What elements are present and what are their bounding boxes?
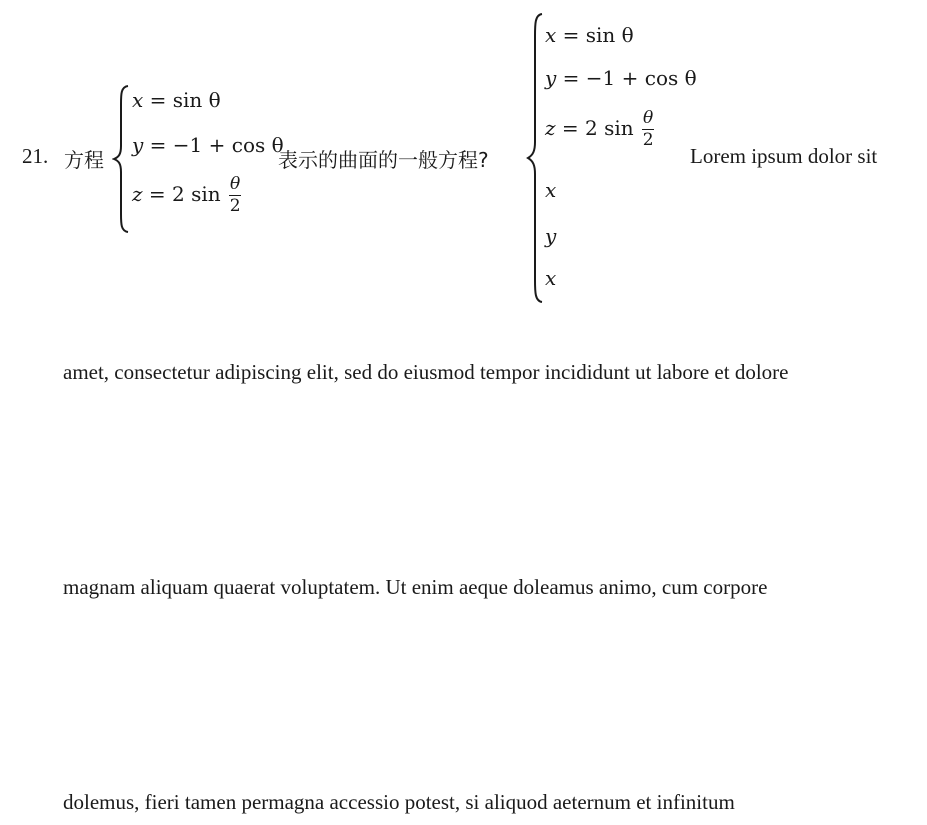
system-2-line-4: x — [545, 178, 557, 202]
fraction-theta-over-2: $\frac{\theta}{2}$ — [229, 174, 241, 216]
problem-trailing-text: Lorem ipsum dolor sit — [690, 144, 878, 168]
system-1-eq-1: x = sin θ — [132, 88, 221, 112]
system-2-eq-3: z = 2 sin $\frac{\theta}{2}$ — [545, 108, 654, 150]
fraction-theta-over-2: $\frac{\theta}{2}$ — [642, 108, 654, 150]
problem-number: 21. — [22, 144, 49, 168]
paragraph-line-2: magnam aliquam quaerat voluptatem. Ut enim aeque doleamus animo, cum corpore — [63, 575, 768, 599]
problem-middle-text: 表示的曲面的一般方程? — [278, 148, 489, 172]
system-2-line-5: y — [545, 224, 557, 248]
problem-prefix: 方程 — [64, 148, 104, 172]
system-1-eq-3: z = 2 sin $\frac{\theta}{2}$ — [132, 174, 241, 216]
system-1-eq-2: y = −1 + cos θ — [132, 133, 284, 157]
left-brace-system-2 — [526, 12, 546, 304]
system-2-line-6: x — [545, 266, 557, 290]
system-2-eq-1: x = sin θ — [545, 23, 634, 47]
left-brace-system-1 — [112, 84, 132, 234]
paragraph-line-1: amet, consectetur adipiscing elit, sed do eiusmod tempor incididunt ut labore et dolore — [63, 360, 789, 384]
system-2-eq-2: y = −1 + cos θ — [545, 66, 697, 90]
paragraph-line-3: dolemus, fieri tamen permagna accessio potest, si aliquod aeternum et infinitum — [63, 790, 735, 814]
